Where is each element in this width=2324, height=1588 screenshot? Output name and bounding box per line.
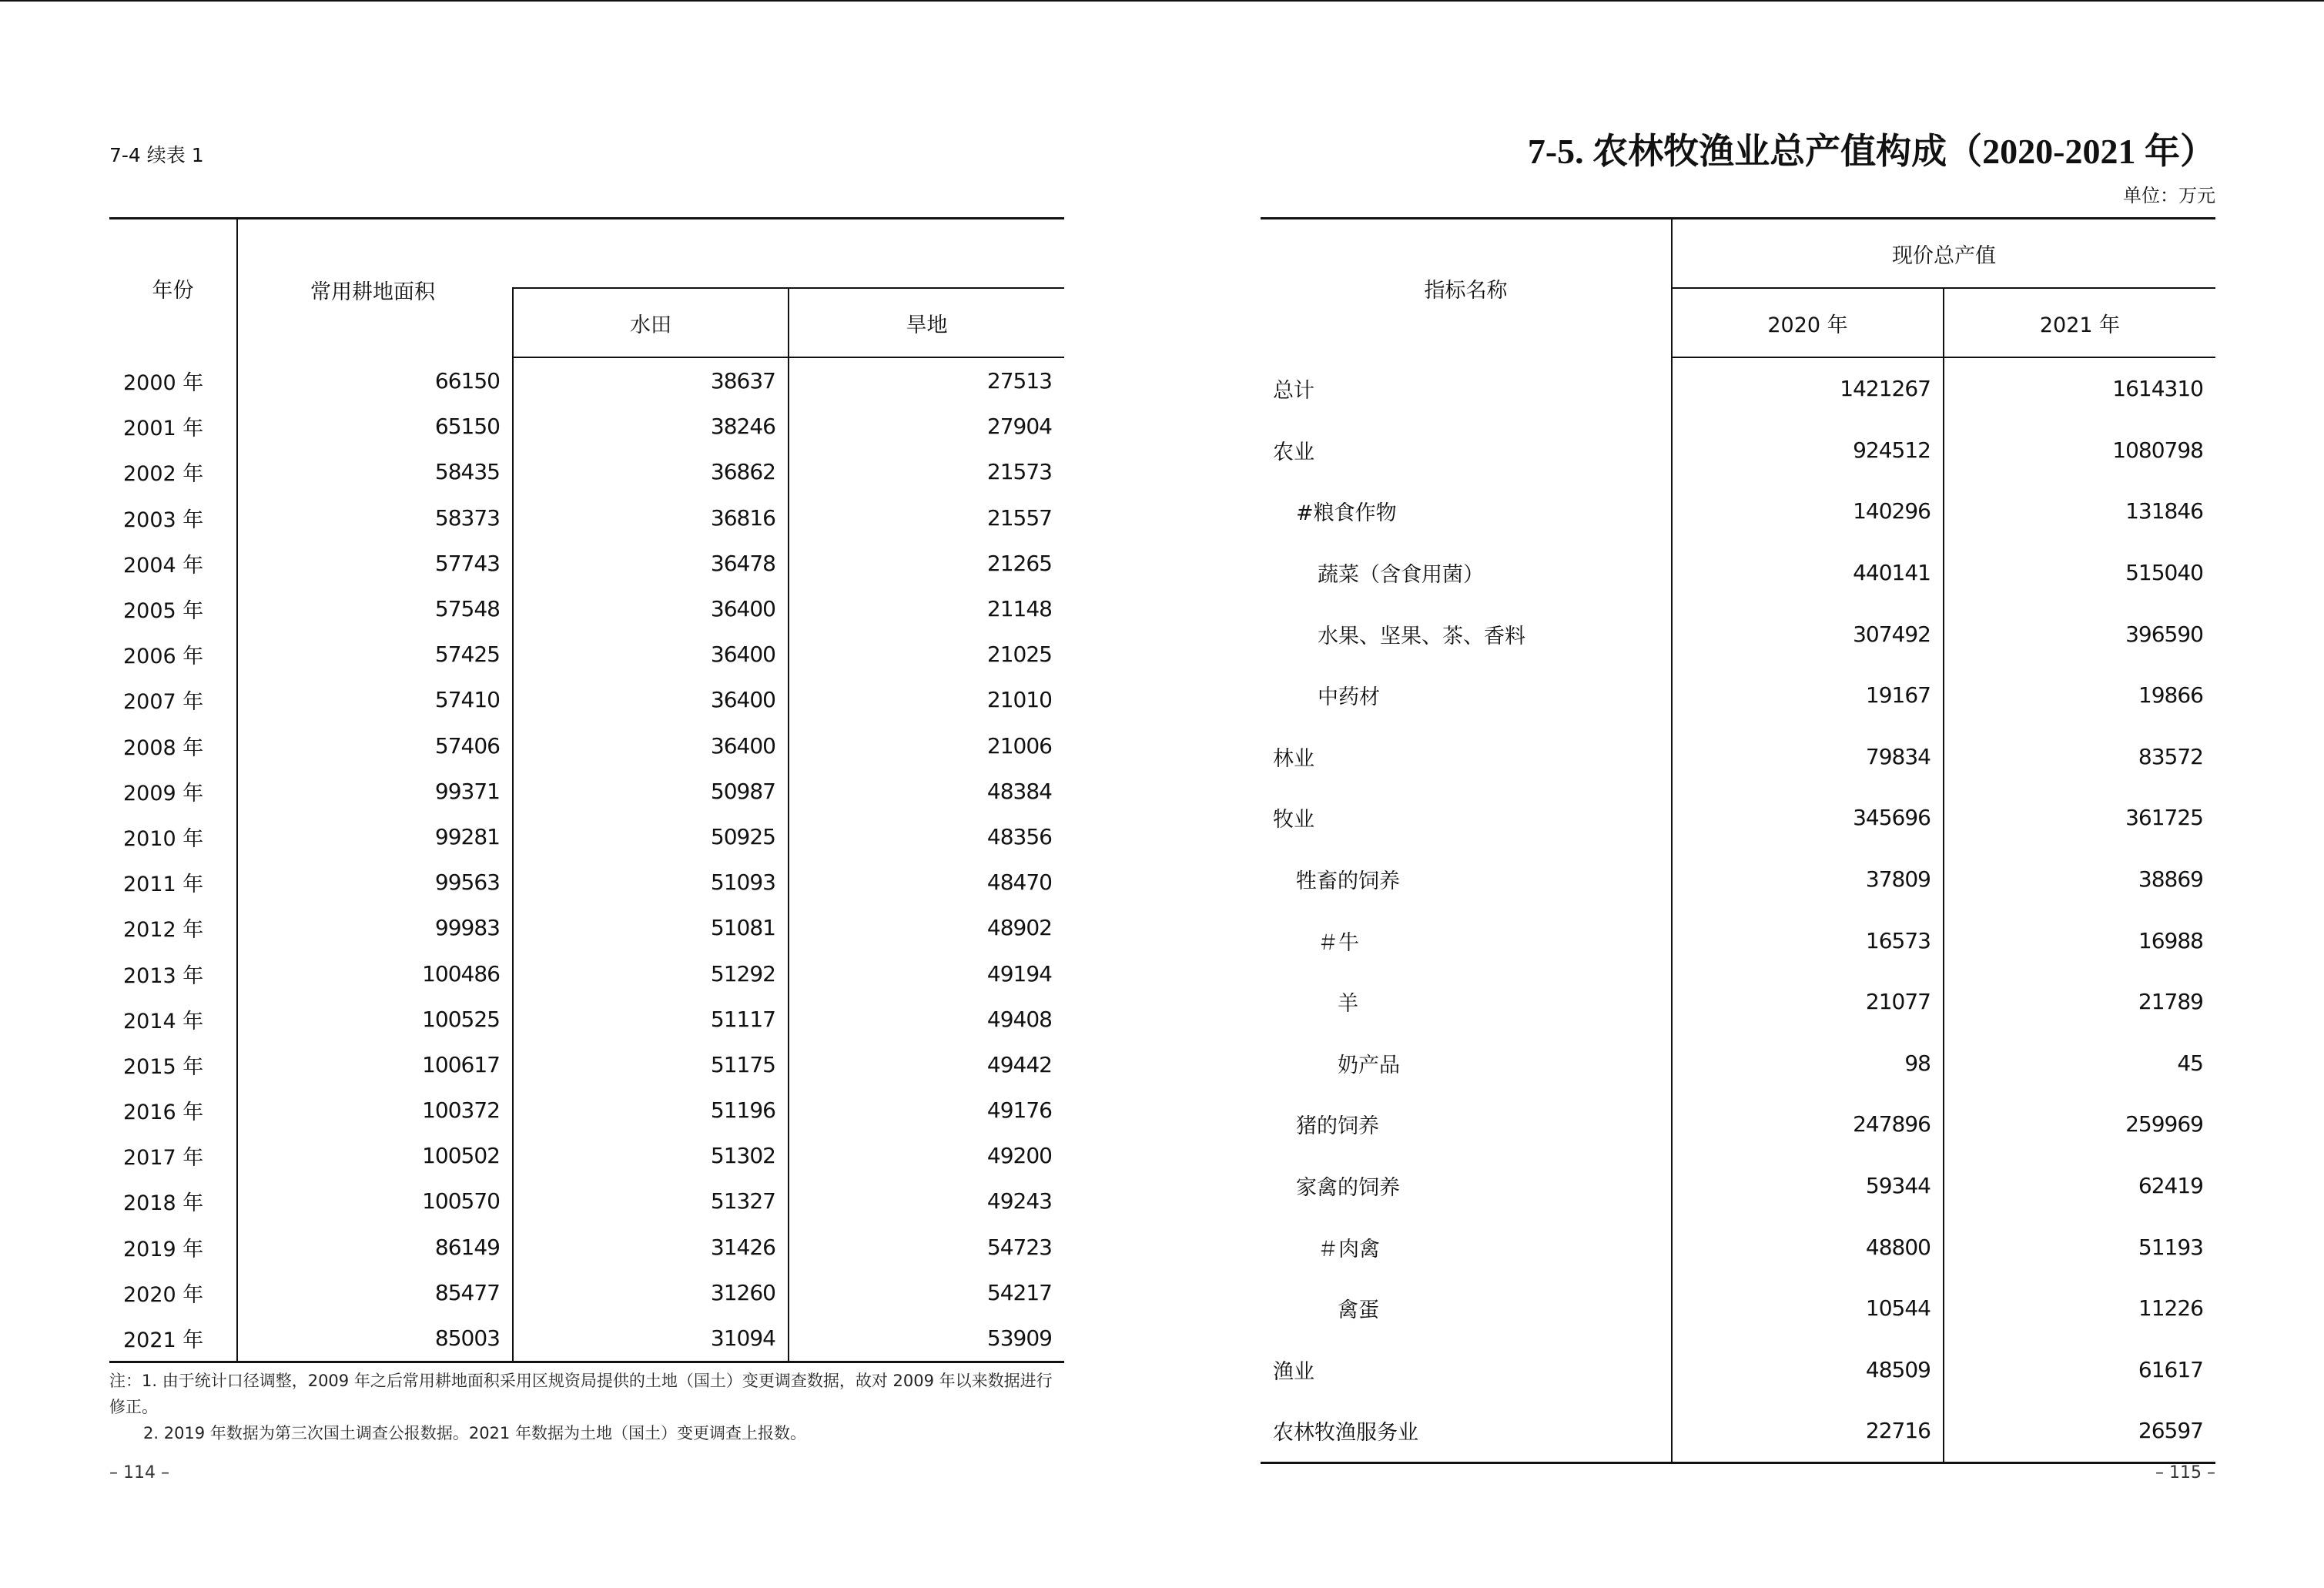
value-2020-cell: 22716 <box>1672 1400 1944 1462</box>
paddy-cell: 51081 <box>513 905 789 950</box>
arable-total-cell: 85477 <box>237 1270 513 1315</box>
value-2020-cell: 16573 <box>1672 910 1944 971</box>
arable-total-cell: 100486 <box>237 950 513 996</box>
paddy-cell: 31260 <box>513 1270 789 1315</box>
dry-cell: 21006 <box>789 723 1064 769</box>
indicator-name-cell: 猪的饲养 <box>1296 1114 1379 1139</box>
value-2021-cell: 1080798 <box>1944 420 2215 481</box>
page-number-left: – 114 – <box>109 1463 169 1482</box>
value-2020-cell: 140296 <box>1672 481 1944 542</box>
arable-total-cell: 57743 <box>237 541 513 586</box>
dry-cell: 48470 <box>789 859 1064 905</box>
value-2020-cell: 247896 <box>1672 1094 1944 1155</box>
dry-cell: 21573 <box>789 449 1064 494</box>
value-2021-cell: 515040 <box>1944 542 2215 604</box>
header-year: 年份 <box>152 279 194 303</box>
year-cell: 2012 年 <box>123 918 204 943</box>
arable-total-cell: 58373 <box>237 495 513 541</box>
dry-cell: 27904 <box>789 404 1064 449</box>
arable-total-cell: 86149 <box>237 1225 513 1270</box>
table-row <box>109 859 1064 905</box>
indicator-name-cell: 林业 <box>1273 746 1314 771</box>
table-row <box>109 586 1064 632</box>
year-cell: 2000 年 <box>123 370 204 395</box>
table-row <box>109 997 1064 1042</box>
arable-total-cell: 100617 <box>237 1042 513 1087</box>
arable-total-cell: 57425 <box>237 632 513 677</box>
header-indicator-name: 指标名称 <box>1424 279 1508 303</box>
value-2021-cell: 62419 <box>1944 1155 2215 1217</box>
output-value-table <box>1261 217 2215 1464</box>
header-paddy: 水田 <box>513 288 789 357</box>
indicator-name-cell: 渔业 <box>1273 1359 1314 1384</box>
table-row <box>109 1225 1064 1270</box>
arable-total-cell: 100372 <box>237 1087 513 1133</box>
indicator-name-cell: 水果、坚果、茶、香料 <box>1318 624 1525 648</box>
paddy-cell: 36862 <box>513 449 789 494</box>
value-2020-cell: 1421267 <box>1672 357 1944 420</box>
indicator-name-cell: 蔬菜（含食用菌） <box>1318 563 1484 588</box>
arable-total-cell: 65150 <box>237 404 513 449</box>
paddy-cell: 31094 <box>513 1315 789 1362</box>
arable-total-cell: 66150 <box>237 357 513 404</box>
year-cell: 2009 年 <box>123 781 204 806</box>
table-row <box>109 1178 1064 1224</box>
value-2021-cell: 11226 <box>1944 1278 2215 1339</box>
dry-cell: 49200 <box>789 1133 1064 1178</box>
year-cell: 2016 年 <box>123 1101 204 1125</box>
table-row <box>109 1087 1064 1133</box>
arable-total-cell: 100525 <box>237 997 513 1042</box>
value-2021-cell: 61617 <box>1944 1339 2215 1401</box>
paddy-cell: 50925 <box>513 814 789 859</box>
table-row <box>109 814 1064 859</box>
table-notes <box>109 1368 1064 1446</box>
arable-total-cell: 100570 <box>237 1178 513 1224</box>
continuation-label: 7-4 续表 1 <box>109 144 204 166</box>
table-row <box>1261 1033 2215 1094</box>
page-number-right: – 115 – <box>2155 1463 2215 1482</box>
year-cell: 2011 年 <box>123 873 204 897</box>
table-row <box>109 404 1064 449</box>
year-cell: 2013 年 <box>123 963 204 988</box>
year-cell: 2002 年 <box>123 462 204 487</box>
paddy-cell: 51117 <box>513 997 789 1042</box>
table-row <box>109 357 1064 404</box>
table-row <box>109 449 1064 494</box>
paddy-cell: 36400 <box>513 632 789 677</box>
value-2021-cell: 131846 <box>1944 481 2215 542</box>
value-2021-cell: 361725 <box>1944 787 2215 849</box>
header-2020: 2020 年 <box>1672 288 1944 357</box>
arable-total-cell: 99983 <box>237 905 513 950</box>
indicator-name-cell: 羊 <box>1338 992 1358 1017</box>
arable-total-cell: 57548 <box>237 586 513 632</box>
dry-cell: 21025 <box>789 632 1064 677</box>
indicator-name-cell: 中药材 <box>1318 685 1380 710</box>
year-cell: 2014 年 <box>123 1009 204 1034</box>
table-row <box>1261 1094 2215 1155</box>
value-2021-cell: 83572 <box>1944 726 2215 788</box>
table-row <box>109 769 1064 814</box>
indicator-name-cell: 总计 <box>1273 378 1314 403</box>
paddy-cell: 51196 <box>513 1087 789 1133</box>
indicator-name-cell: ＃肉禽 <box>1318 1237 1380 1261</box>
value-2020-cell: 19167 <box>1672 665 1944 726</box>
dry-cell: 48356 <box>789 814 1064 859</box>
paddy-cell: 51327 <box>513 1178 789 1224</box>
table-row <box>1261 1339 2215 1401</box>
value-2020-cell: 79834 <box>1672 726 1944 788</box>
paddy-cell: 38637 <box>513 357 789 404</box>
arable-land-table <box>109 217 1064 1363</box>
table-row <box>109 1133 1064 1178</box>
dry-cell: 49408 <box>789 997 1064 1042</box>
top-border-line <box>0 0 2324 2</box>
table-row <box>109 723 1064 769</box>
table-row <box>109 541 1064 586</box>
year-cell: 2001 年 <box>123 417 204 441</box>
value-2021-cell: 259969 <box>1944 1094 2215 1155</box>
indicator-name-cell: 牲畜的饲养 <box>1296 869 1400 894</box>
value-2020-cell: 59344 <box>1672 1155 1944 1217</box>
value-2021-cell: 396590 <box>1944 603 2215 665</box>
value-2020-cell: 924512 <box>1672 420 1944 481</box>
value-2020-cell: 21077 <box>1672 971 1944 1033</box>
indicator-name-cell: #粮食作物 <box>1296 501 1397 526</box>
table-row <box>109 495 1064 541</box>
header-dry: 旱地 <box>789 288 1064 357</box>
year-cell: 2018 年 <box>123 1191 204 1216</box>
dry-cell: 27513 <box>789 357 1064 404</box>
value-2021-cell: 45 <box>1944 1033 2215 1094</box>
unit-label: 单位：万元 <box>2123 185 2215 206</box>
dry-cell: 49243 <box>789 1178 1064 1224</box>
header-2021: 2021 年 <box>1944 288 2215 357</box>
year-cell: 2003 年 <box>123 508 204 532</box>
value-2020-cell: 98 <box>1672 1033 1944 1094</box>
table-row <box>1261 1216 2215 1278</box>
arable-total-cell: 58435 <box>237 449 513 494</box>
value-2020-cell: 345696 <box>1672 787 1944 849</box>
table-row <box>109 1042 1064 1087</box>
year-cell: 2019 年 <box>123 1237 204 1261</box>
dry-cell: 21557 <box>789 495 1064 541</box>
paddy-cell: 36478 <box>513 541 789 586</box>
value-2020-cell: 48509 <box>1672 1339 1944 1401</box>
paddy-cell: 36400 <box>513 586 789 632</box>
table-row <box>1261 542 2215 604</box>
paddy-cell: 51093 <box>513 859 789 905</box>
header-arable-total: 常用耕地面积 <box>237 219 513 358</box>
year-cell: 2020 年 <box>123 1282 204 1307</box>
header-current-price-total: 现价总产值 <box>1672 219 2215 289</box>
year-cell: 2010 年 <box>123 826 204 851</box>
indicator-name-cell: 家禽的饲养 <box>1296 1176 1400 1201</box>
value-2020-cell: 48800 <box>1672 1216 1944 1278</box>
dry-cell: 54723 <box>789 1225 1064 1270</box>
arable-total-cell: 99563 <box>237 859 513 905</box>
value-2020-cell: 10544 <box>1672 1278 1944 1339</box>
value-2021-cell: 1614310 <box>1944 357 2215 420</box>
arable-total-cell: 99281 <box>237 814 513 859</box>
paddy-cell: 31426 <box>513 1225 789 1270</box>
table-row <box>109 632 1064 677</box>
value-2020-cell: 37809 <box>1672 849 1944 910</box>
dry-cell: 48902 <box>789 905 1064 950</box>
value-2021-cell: 51193 <box>1944 1216 2215 1278</box>
table-row <box>1261 971 2215 1033</box>
paddy-cell: 51302 <box>513 1133 789 1178</box>
value-2020-cell: 307492 <box>1672 603 1944 665</box>
dry-cell: 54217 <box>789 1270 1064 1315</box>
note-1: 注：1. 由于统计口径调整，2009 年之后常用耕地面积采用区规资局提供的土地（国土）变更调查数据，故对 2009 年以来数据进行修正。 <box>109 1372 1053 1416</box>
value-2021-cell: 16988 <box>1944 910 2215 971</box>
indicator-name-cell: 农业 <box>1273 440 1314 464</box>
arable-total-cell: 99371 <box>237 769 513 814</box>
table-row <box>1261 420 2215 481</box>
paddy-cell: 38246 <box>513 404 789 449</box>
value-2021-cell: 21789 <box>1944 971 2215 1033</box>
table-row <box>1261 787 2215 849</box>
arable-total-cell: 100502 <box>237 1133 513 1178</box>
note-2: 2. 2019 年数据为第三次国土调查公报数据。2021 年数据为土地（国土）变更调查上报数。 <box>143 1424 806 1442</box>
dry-cell: 21148 <box>789 586 1064 632</box>
paddy-cell: 51292 <box>513 950 789 996</box>
paddy-cell: 50987 <box>513 769 789 814</box>
indicator-name-cell: 牧业 <box>1273 808 1314 833</box>
table-row <box>1261 357 2215 420</box>
arable-total-cell: 57410 <box>237 677 513 722</box>
dry-cell: 53909 <box>789 1315 1064 1362</box>
table-row <box>109 905 1064 950</box>
paddy-cell: 51175 <box>513 1042 789 1087</box>
table-row <box>1261 481 2215 542</box>
table-row <box>1261 1278 2215 1339</box>
year-cell: 2005 年 <box>123 599 204 624</box>
paddy-cell: 36816 <box>513 495 789 541</box>
arable-total-cell: 85003 <box>237 1315 513 1362</box>
indicator-name-cell: ＃牛 <box>1318 930 1359 955</box>
dry-cell: 49194 <box>789 950 1064 996</box>
value-2021-cell: 19866 <box>1944 665 2215 726</box>
year-cell: 2006 年 <box>123 645 204 669</box>
value-2020-cell: 440141 <box>1672 542 1944 604</box>
paddy-cell: 36400 <box>513 677 789 722</box>
page-title: 7-5. 农林牧渔业总产值构成（2020-2021 年） <box>1527 132 2215 171</box>
arable-total-cell: 57406 <box>237 723 513 769</box>
table-row <box>109 677 1064 722</box>
dry-cell: 49442 <box>789 1042 1064 1087</box>
dry-cell: 21265 <box>789 541 1064 586</box>
table-row <box>1261 849 2215 910</box>
indicator-name-cell: 奶产品 <box>1338 1053 1400 1077</box>
table-row <box>1261 665 2215 726</box>
dry-cell: 49176 <box>789 1087 1064 1133</box>
year-cell: 2021 年 <box>123 1328 204 1353</box>
table-row <box>109 950 1064 996</box>
year-cell: 2015 年 <box>123 1054 204 1079</box>
dry-cell: 48384 <box>789 769 1064 814</box>
year-cell: 2017 年 <box>123 1146 204 1171</box>
paddy-cell: 36400 <box>513 723 789 769</box>
year-cell: 2007 年 <box>123 690 204 715</box>
year-cell: 2008 年 <box>123 735 204 760</box>
table-row <box>1261 1400 2215 1462</box>
year-cell: 2004 年 <box>123 553 204 578</box>
indicator-name-cell: 农林牧渔服务业 <box>1273 1421 1418 1446</box>
table-row <box>1261 1155 2215 1217</box>
table-row <box>109 1270 1064 1315</box>
table-row <box>1261 726 2215 788</box>
table-row <box>1261 910 2215 971</box>
table-row <box>109 1315 1064 1362</box>
value-2021-cell: 26597 <box>1944 1400 2215 1462</box>
table-row <box>1261 603 2215 665</box>
indicator-name-cell: 禽蛋 <box>1338 1298 1379 1323</box>
header-blank-group <box>513 219 1064 289</box>
dry-cell: 21010 <box>789 677 1064 722</box>
value-2021-cell: 38869 <box>1944 849 2215 910</box>
